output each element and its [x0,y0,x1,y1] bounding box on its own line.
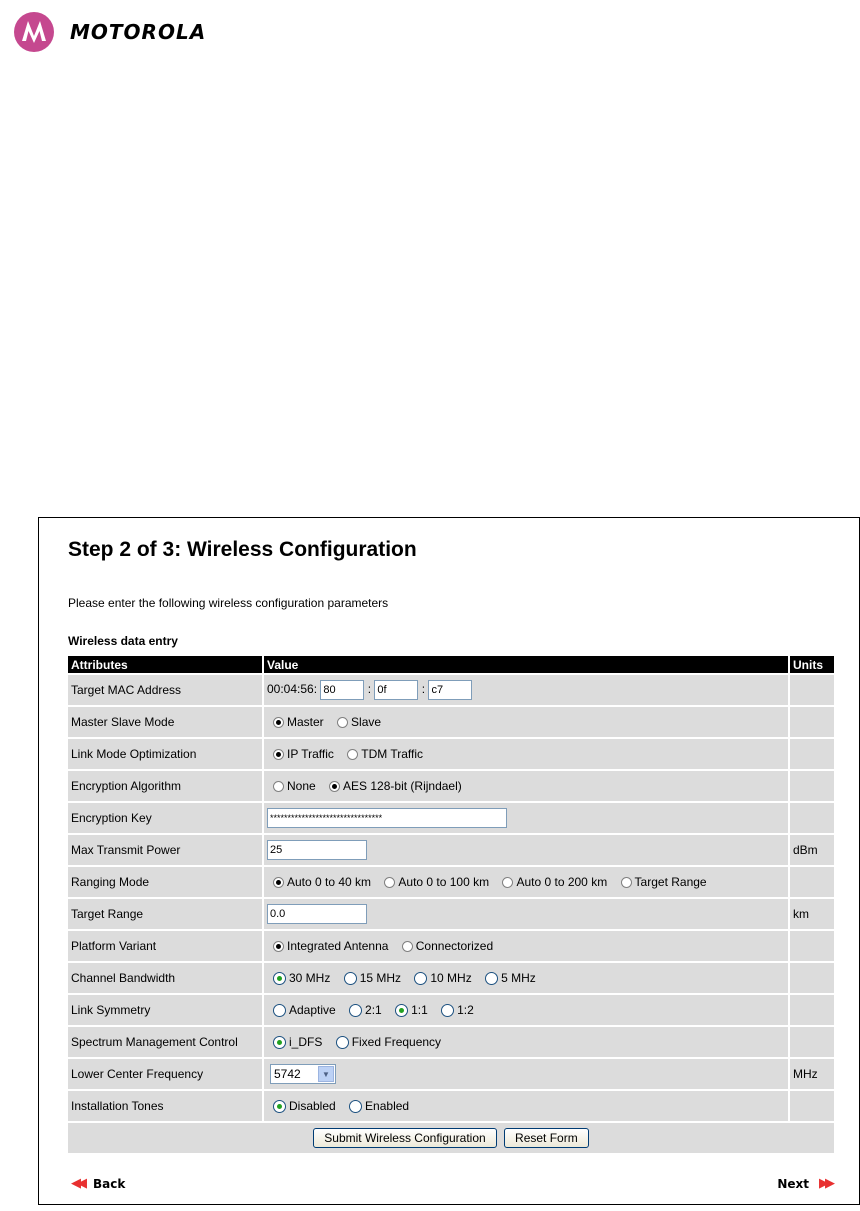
back-arrow-icon: ◀◀ [71,1176,83,1191]
symmetry-1-1-label: 1:1 [411,1003,428,1018]
link-symmetry-cell [264,995,788,1025]
slave-label: Slave [351,715,382,730]
table-row [68,1059,834,1089]
section-title: Wireless data entry [68,634,178,648]
symmetry-1-2-label: 1:2 [457,1003,474,1018]
table-row [68,835,834,865]
symmetry-2-1-radio[interactable] [349,1004,362,1017]
tdm-traffic-label: TDM Traffic [361,747,424,762]
i-dfs-radio[interactable] [273,1036,286,1049]
row-label: Platform Variant [68,931,262,961]
units-cell [790,867,834,897]
symmetry-adaptive-radio[interactable] [273,1004,286,1017]
fixed-frequency-radio[interactable] [336,1036,349,1049]
ranging-40km-label: Auto 0 to 40 km [287,875,372,890]
ranging-target-radio[interactable] [621,877,632,888]
table-row [68,739,834,769]
table-row [68,899,834,929]
encryption-aes-label: AES 128-bit (Rijndael) [343,779,462,794]
encryption-none-label: None [287,779,316,794]
actions-row [68,1123,834,1153]
row-label: Link Mode Optimization [68,739,262,769]
table-row [68,1091,834,1121]
units-cell [790,1027,834,1057]
bw-5mhz-radio[interactable] [485,972,498,985]
actions-cell [68,1123,834,1153]
slave-radio[interactable] [337,717,348,728]
chevron-down-icon[interactable]: ▼ [318,1066,334,1082]
row-label: Installation Tones [68,1091,262,1121]
symmetry-adaptive-label: Adaptive [289,1003,336,1018]
table-row [68,1027,834,1057]
ranging-200km-radio[interactable] [502,877,513,888]
integrated-antenna-radio[interactable] [273,941,284,952]
row-label: Link Symmetry [68,995,262,1025]
back-label: Back [93,1176,126,1191]
row-label: Channel Bandwidth [68,963,262,993]
symmetry-1-2-radio[interactable] [441,1004,454,1017]
fixed-frequency-label: Fixed Frequency [351,1035,442,1050]
master-radio[interactable] [273,717,284,728]
row-label: Master Slave Mode [68,707,262,737]
row-label: Ranging Mode [68,867,262,897]
spectrum-mgmt-cell [264,1027,788,1057]
row-label: Spectrum Management Control [68,1027,262,1057]
channel-bandwidth-cell [264,963,788,993]
tones-disabled-radio[interactable] [273,1100,286,1113]
tones-enabled-label: Enabled [365,1099,410,1114]
table-row [68,707,834,737]
encryption-aes-radio[interactable] [329,781,340,792]
header-value: Value [264,656,788,673]
target-range-input[interactable] [267,904,367,924]
ranging-mode-cell [264,867,788,897]
back-link[interactable] [71,1176,125,1191]
row-label: Target MAC Address [68,675,262,705]
next-link[interactable] [777,1176,831,1191]
mac-separator: : [421,682,426,697]
symmetry-1-1-radio[interactable] [395,1004,408,1017]
bw-10mhz-radio[interactable] [414,972,427,985]
header [14,12,206,52]
bw-15mhz-label: 15 MHz [359,971,402,986]
units-cell [790,771,834,801]
page-title: Step 2 of 3: Wireless Configuration [68,538,417,561]
mac-octet-4-input[interactable] [320,680,364,700]
units-cell [790,995,834,1025]
installation-tones-cell [264,1091,788,1121]
units-cell [790,739,834,769]
target-range-cell [264,899,788,929]
bw-30mhz-label: 30 MHz [289,971,331,986]
submit-wireless-configuration-button[interactable]: Submit Wireless Configuration [313,1128,496,1148]
table-row [68,771,834,801]
wizard-frame [38,517,860,1205]
ip-traffic-radio[interactable] [273,749,284,760]
tdm-traffic-radio[interactable] [347,749,358,760]
row-label: Target Range [68,899,262,929]
max-transmit-power-input[interactable] [267,840,367,860]
ranging-100km-radio[interactable] [384,877,395,888]
ranging-100km-label: Auto 0 to 100 km [398,875,490,890]
motorola-logo-icon [14,12,54,52]
encryption-algorithm-cell [264,771,788,801]
table-row [68,675,834,705]
reset-form-button[interactable]: Reset Form [504,1128,589,1148]
row-label: Encryption Key [68,803,262,833]
units-cell [790,803,834,833]
table-row [68,803,834,833]
master-slave-cell [264,707,788,737]
integrated-antenna-label: Integrated Antenna [287,939,389,954]
mac-separator: : [367,682,372,697]
ranging-200km-label: Auto 0 to 200 km [516,875,608,890]
row-label: Lower Center Frequency [68,1059,262,1089]
wireless-config-table [66,654,836,1155]
mac-prefix: 00:04:56: [267,682,318,697]
header-attributes: Attributes [68,656,262,673]
lower-center-freq-cell [264,1059,788,1089]
header-units: Units [790,656,834,673]
mac-octet-5-input[interactable] [374,680,418,700]
ranging-target-label: Target Range [634,875,707,890]
encryption-key-cell [264,803,788,833]
lower-center-frequency-select[interactable] [270,1064,336,1084]
ranging-40km-radio[interactable] [273,877,284,888]
symmetry-2-1-label: 2:1 [365,1003,382,1018]
max-tx-power-cell [264,835,788,865]
encryption-none-radio[interactable] [273,781,284,792]
master-label: Master [287,715,324,730]
tones-disabled-label: Disabled [289,1099,336,1114]
next-label: Next [777,1176,809,1191]
units-cell [790,1091,834,1121]
bw-10mhz-label: 10 MHz [430,971,472,986]
table-header-row [68,656,834,673]
ip-traffic-label: IP Traffic [287,747,334,762]
bw-15mhz-radio[interactable] [344,972,357,985]
mac-octet-6-input[interactable] [428,680,472,700]
units-cell: dBm [790,835,834,865]
platform-variant-cell [264,931,788,961]
units-cell [790,963,834,993]
connectorized-radio[interactable] [402,941,413,952]
target-mac-cell [264,675,788,705]
connectorized-label: Connectorized [415,939,494,954]
table-row [68,867,834,897]
table-row [68,931,834,961]
table-row [68,995,834,1025]
bw-5mhz-label: 5 MHz [501,971,536,986]
table-row [68,963,834,993]
page-intro: Please enter the following wireless configuration parameters [68,596,389,610]
units-cell [790,707,834,737]
bw-30mhz-radio[interactable] [273,972,286,985]
units-cell: km [790,899,834,929]
selected-frequency: 5742 [274,1067,301,1081]
brand-name: MOTOROLA [70,20,207,44]
encryption-key-input[interactable] [267,808,507,828]
row-label: Encryption Algorithm [68,771,262,801]
units-cell [790,931,834,961]
next-arrow-icon: ▶▶ [819,1176,831,1191]
link-mode-cell [264,739,788,769]
i-dfs-label: i_DFS [289,1035,323,1050]
units-cell: MHz [790,1059,834,1089]
row-label: Max Transmit Power [68,835,262,865]
tones-enabled-radio[interactable] [349,1100,362,1113]
units-cell [790,675,834,705]
